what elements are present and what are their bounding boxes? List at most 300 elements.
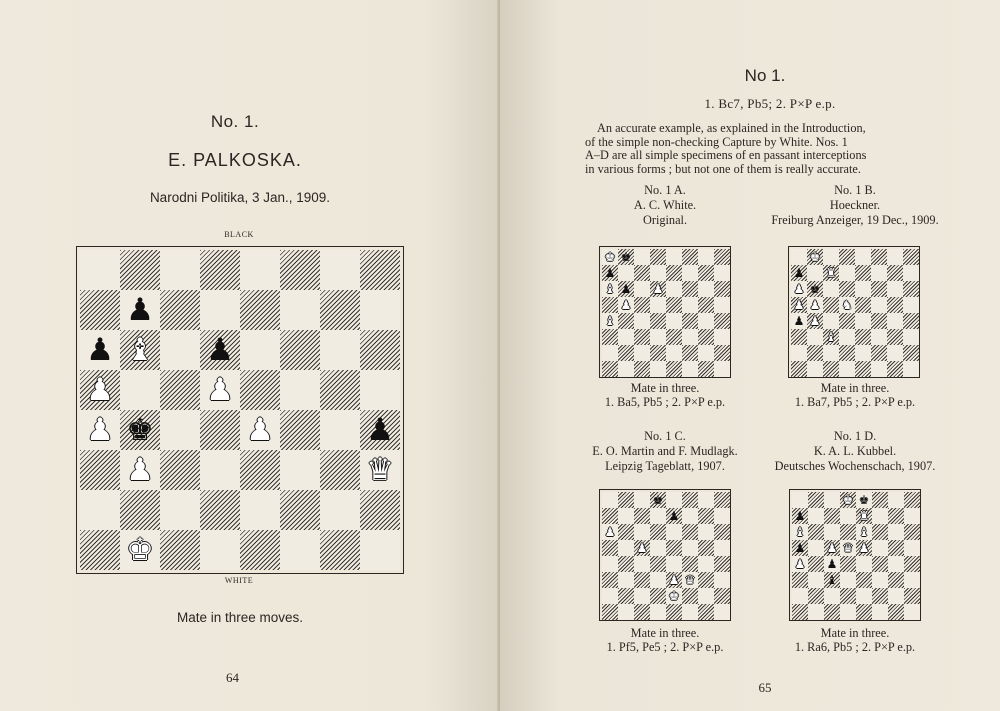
square-b2	[808, 588, 824, 604]
square-f6	[682, 524, 698, 540]
square-d8	[650, 492, 666, 508]
diagram-d-footer	[750, 626, 960, 654]
square-e6	[856, 524, 872, 540]
square-d8	[200, 250, 240, 290]
white-queen-icon: ♛	[684, 573, 696, 587]
square-e5	[855, 297, 871, 313]
square-e2	[666, 345, 682, 361]
square-h6	[714, 524, 730, 540]
square-f2	[871, 345, 887, 361]
square-a6	[791, 281, 807, 297]
black-pawn-icon: ♟	[794, 541, 806, 555]
square-h3	[904, 572, 920, 588]
square-d7	[650, 265, 666, 281]
problem-source: Narodni Politika, 3 Jan., 1909.	[149, 190, 331, 205]
square-a8	[80, 250, 120, 290]
diagram-b-stipulation: Mate in three.	[820, 381, 890, 395]
square-f1	[872, 604, 888, 620]
square-c8	[823, 249, 839, 265]
square-g2	[698, 588, 714, 604]
problem-author: E. PALKOSKA.	[168, 150, 302, 170]
square-e5	[240, 370, 280, 410]
square-f1	[280, 530, 320, 570]
square-a2	[791, 345, 807, 361]
black-pawn-icon: ♟	[826, 557, 838, 571]
square-h3	[903, 329, 919, 345]
diagram-b-source: Freiburg Anzeiger, 19 Dec., 1909.	[771, 213, 939, 227]
square-a7	[791, 265, 807, 281]
square-f5	[872, 540, 888, 556]
square-e6	[666, 281, 682, 297]
square-e5	[666, 297, 682, 313]
square-d4	[839, 313, 855, 329]
white-label: WHITE	[224, 576, 254, 585]
black-bishop-icon: ♝	[826, 573, 838, 587]
square-g5	[698, 540, 714, 556]
square-h7	[903, 265, 919, 281]
black-label: BLACK	[224, 230, 254, 239]
square-e7	[855, 265, 871, 281]
square-d3	[650, 572, 666, 588]
square-b4	[618, 313, 634, 329]
square-b6	[120, 330, 160, 370]
square-b4	[618, 556, 634, 572]
main-chessboard	[80, 250, 400, 570]
square-f5	[682, 540, 698, 556]
square-f5	[280, 370, 320, 410]
square-h6	[360, 330, 400, 370]
square-h5	[360, 370, 400, 410]
square-f8	[871, 249, 887, 265]
square-a1	[602, 604, 618, 620]
white-pawn-icon: ♟	[86, 411, 114, 448]
square-h3	[360, 450, 400, 490]
square-d1	[839, 361, 855, 377]
square-d2	[839, 345, 855, 361]
square-f8	[682, 249, 698, 265]
square-c5	[160, 370, 200, 410]
square-c3	[634, 572, 650, 588]
square-b3	[618, 572, 634, 588]
square-c7	[634, 265, 650, 281]
square-d5	[840, 540, 856, 556]
square-h5	[714, 297, 730, 313]
white-pawn-icon: ♟	[86, 371, 114, 408]
square-c5	[824, 540, 840, 556]
diagram-d-author: K. A. L. Kubbel.	[813, 444, 897, 458]
square-g3	[320, 450, 360, 490]
square-f7	[280, 290, 320, 330]
square-a3	[792, 572, 808, 588]
square-f7	[872, 508, 888, 524]
intro-line: A–D are all simple specimens of en passant interceptions	[585, 148, 867, 162]
square-d8	[650, 249, 666, 265]
square-b7	[618, 508, 634, 524]
square-a3	[602, 572, 618, 588]
square-g7	[888, 508, 904, 524]
square-a8	[602, 492, 618, 508]
square-b5	[808, 540, 824, 556]
square-d3	[840, 572, 856, 588]
square-e7	[240, 290, 280, 330]
square-e4	[240, 410, 280, 450]
square-d2	[200, 490, 240, 530]
square-b8	[807, 249, 823, 265]
square-e2	[666, 588, 682, 604]
square-h1	[714, 361, 730, 377]
square-d6	[200, 330, 240, 370]
square-h5	[903, 297, 919, 313]
square-h7	[360, 290, 400, 330]
square-a4	[602, 556, 618, 572]
white-pawn-icon: ♟	[246, 411, 274, 448]
black-pawn-icon: ♟	[793, 314, 805, 328]
diagram-a-stipulation: Mate in three.	[630, 381, 700, 395]
square-g8	[887, 249, 903, 265]
square-a2	[80, 490, 120, 530]
square-d5	[650, 297, 666, 313]
diagram-d-chessboard	[792, 492, 920, 620]
white-pawn-icon: ♟	[126, 451, 154, 488]
square-a6	[792, 524, 808, 540]
square-e8	[666, 249, 682, 265]
square-h8	[904, 492, 920, 508]
square-a4	[602, 313, 618, 329]
black-pawn-icon: ♟	[86, 331, 114, 368]
square-f2	[872, 588, 888, 604]
square-h8	[714, 249, 730, 265]
square-c4	[160, 410, 200, 450]
square-h4	[714, 313, 730, 329]
square-b5	[618, 297, 634, 313]
square-f3	[280, 450, 320, 490]
white-pawn-icon: ♟	[620, 298, 632, 312]
square-d2	[840, 588, 856, 604]
square-f4	[871, 313, 887, 329]
square-a5	[602, 297, 618, 313]
diagram-a-header	[565, 183, 765, 228]
square-d8	[839, 249, 855, 265]
square-e6	[666, 524, 682, 540]
square-g4	[320, 410, 360, 450]
square-g1	[698, 361, 714, 377]
square-b7	[807, 265, 823, 281]
square-a7	[602, 508, 618, 524]
square-b6	[807, 281, 823, 297]
square-b8	[120, 250, 160, 290]
intro-line: An accurate example, as explained in the Introduction,	[597, 121, 866, 135]
square-g6	[320, 330, 360, 370]
square-f6	[682, 281, 698, 297]
square-g8	[888, 492, 904, 508]
square-e8	[666, 492, 682, 508]
diagram-d-number: No. 1 D.	[833, 429, 877, 443]
square-g6	[887, 281, 903, 297]
square-e1	[855, 361, 871, 377]
square-c2	[634, 345, 650, 361]
square-g6	[698, 524, 714, 540]
square-c5	[634, 540, 650, 556]
white-pawn-icon: ♟	[809, 298, 821, 312]
square-g4	[887, 313, 903, 329]
square-h3	[714, 572, 730, 588]
square-b4	[807, 313, 823, 329]
square-g3	[887, 329, 903, 345]
square-g1	[888, 604, 904, 620]
main-solution: 1. Bc7, Pb5; 2. P×P e.p.	[704, 96, 836, 111]
square-h5	[904, 540, 920, 556]
square-f6	[280, 330, 320, 370]
white-pawn-icon: ♟	[206, 371, 234, 408]
square-g7	[887, 265, 903, 281]
white-pawn-icon: ♟	[809, 314, 821, 328]
white-queen-icon: ♛	[366, 451, 394, 488]
square-c7	[160, 290, 200, 330]
page-number-left: 64	[226, 670, 239, 685]
square-b3	[120, 450, 160, 490]
square-h6	[904, 524, 920, 540]
square-b8	[618, 249, 634, 265]
white-pawn-icon: ♟	[668, 573, 680, 587]
square-e3	[240, 450, 280, 490]
square-e6	[855, 281, 871, 297]
square-b1	[618, 604, 634, 620]
square-c4	[824, 556, 840, 572]
square-a8	[792, 492, 808, 508]
square-e7	[666, 508, 682, 524]
diagram-b-footer	[750, 381, 960, 409]
diagram-a-source: Original.	[642, 213, 688, 227]
square-a5	[792, 540, 808, 556]
diagram-a-footer	[560, 381, 770, 409]
square-h2	[714, 345, 730, 361]
square-a2	[602, 345, 618, 361]
square-d5	[839, 297, 855, 313]
white-bishop-icon: ♝	[858, 525, 870, 539]
square-f8	[872, 492, 888, 508]
diagram-d-stipulation: Mate in three.	[820, 626, 890, 640]
square-h4	[903, 313, 919, 329]
problem-number: No. 1.	[210, 112, 260, 131]
square-d6	[650, 281, 666, 297]
square-e1	[240, 530, 280, 570]
square-h6	[903, 281, 919, 297]
square-d2	[650, 345, 666, 361]
diagram-c-footer	[560, 626, 770, 654]
intro-paragraph	[585, 122, 945, 176]
black-pawn-icon: ♟	[794, 509, 806, 523]
square-b3	[807, 329, 823, 345]
white-rook-icon: ♜	[858, 509, 870, 523]
square-d2	[650, 588, 666, 604]
square-a6	[602, 524, 618, 540]
square-c2	[823, 345, 839, 361]
square-d6	[650, 524, 666, 540]
square-f4	[682, 556, 698, 572]
diagram-b-solution: 1. Ba7, Pb5 ; 2. P×P e.p.	[794, 395, 916, 409]
square-g4	[698, 313, 714, 329]
square-g2	[888, 588, 904, 604]
square-g3	[698, 572, 714, 588]
square-a1	[602, 361, 618, 377]
square-g7	[698, 265, 714, 281]
white-bishop-icon: ♝	[604, 282, 616, 296]
square-a4	[791, 313, 807, 329]
square-h6	[714, 281, 730, 297]
white-pawn-icon: ♟	[636, 541, 648, 555]
white-king-icon: ♚	[668, 589, 680, 603]
square-h5	[714, 540, 730, 556]
diagram-d-header	[755, 429, 955, 474]
square-e4	[855, 313, 871, 329]
diagram-c-source: Leipzig Tageblatt, 1907.	[605, 459, 725, 473]
square-f8	[682, 492, 698, 508]
square-h7	[714, 265, 730, 281]
square-b2	[618, 345, 634, 361]
diagram-b-author: Hoeckner.	[829, 198, 881, 212]
white-bishop-icon: ♝	[794, 525, 806, 539]
square-e3	[856, 572, 872, 588]
square-a1	[792, 604, 808, 620]
square-e6	[240, 330, 280, 370]
square-b8	[618, 492, 634, 508]
square-d6	[839, 281, 855, 297]
square-e8	[240, 250, 280, 290]
square-g7	[698, 508, 714, 524]
square-h1	[903, 361, 919, 377]
square-b6	[618, 281, 634, 297]
diagram-c-author: E. O. Martin and F. Mudlagk.	[592, 444, 738, 458]
square-a7	[602, 265, 618, 281]
square-f3	[872, 572, 888, 588]
square-h2	[714, 588, 730, 604]
square-f2	[682, 345, 698, 361]
black-pawn-icon: ♟	[620, 282, 632, 296]
square-h2	[904, 588, 920, 604]
square-c3	[160, 450, 200, 490]
square-e3	[666, 572, 682, 588]
square-f3	[682, 572, 698, 588]
square-a1	[80, 530, 120, 570]
square-c4	[634, 313, 650, 329]
white-bishop-icon: ♝	[126, 331, 154, 368]
square-f2	[280, 490, 320, 530]
page-number-right: 65	[758, 680, 772, 695]
square-c8	[824, 492, 840, 508]
square-b1	[807, 361, 823, 377]
square-c7	[823, 265, 839, 281]
square-h8	[903, 249, 919, 265]
solution-heading: No 1.	[744, 66, 786, 85]
square-f4	[872, 556, 888, 572]
square-a4	[792, 556, 808, 572]
square-f8	[280, 250, 320, 290]
white-king-icon: ♚	[842, 493, 854, 507]
square-b2	[618, 588, 634, 604]
square-f1	[682, 361, 698, 377]
white-king-icon: ♚	[126, 531, 154, 568]
square-b5	[120, 370, 160, 410]
diagram-c-number: No. 1 C.	[644, 429, 686, 443]
square-d7	[200, 290, 240, 330]
diagram-c-solution: 1. Pf5, Pe5 ; 2. P×P e.p.	[606, 640, 724, 654]
square-a5	[80, 370, 120, 410]
square-d4	[840, 556, 856, 572]
square-g6	[698, 281, 714, 297]
white-pawn-icon: ♟	[793, 298, 805, 312]
square-f6	[871, 281, 887, 297]
square-b5	[807, 297, 823, 313]
square-f7	[871, 265, 887, 281]
square-g6	[888, 524, 904, 540]
square-h1	[714, 604, 730, 620]
square-h7	[904, 508, 920, 524]
white-bishop-icon: ♝	[825, 330, 837, 344]
square-c1	[634, 604, 650, 620]
square-f5	[871, 297, 887, 313]
square-b3	[618, 329, 634, 345]
square-c6	[824, 524, 840, 540]
square-g3	[888, 572, 904, 588]
square-h1	[360, 530, 400, 570]
square-g7	[320, 290, 360, 330]
square-e4	[666, 556, 682, 572]
square-e8	[855, 249, 871, 265]
square-h4	[714, 556, 730, 572]
white-bishop-icon: ♝	[604, 314, 616, 328]
square-c8	[634, 249, 650, 265]
square-c7	[824, 508, 840, 524]
square-g8	[698, 249, 714, 265]
square-c2	[824, 588, 840, 604]
square-d1	[200, 530, 240, 570]
square-f5	[682, 297, 698, 313]
square-g5	[887, 297, 903, 313]
square-d7	[650, 508, 666, 524]
square-b2	[120, 490, 160, 530]
diagram-c-header	[560, 429, 770, 474]
square-b1	[618, 361, 634, 377]
square-h2	[360, 490, 400, 530]
square-e4	[856, 556, 872, 572]
square-d4	[650, 313, 666, 329]
square-c3	[823, 329, 839, 345]
square-b4	[808, 556, 824, 572]
square-e2	[856, 588, 872, 604]
square-b3	[808, 572, 824, 588]
right-page	[500, 0, 1000, 711]
square-c3	[634, 329, 650, 345]
black-king-icon: ♚	[858, 493, 870, 507]
square-g4	[698, 556, 714, 572]
square-e7	[856, 508, 872, 524]
square-c2	[160, 490, 200, 530]
square-c3	[824, 572, 840, 588]
diagram-d-solution: 1. Ra6, Pb5 ; 2. P×P e.p.	[794, 640, 916, 654]
square-d1	[650, 604, 666, 620]
square-f1	[682, 604, 698, 620]
white-pawn-icon: ♟	[793, 282, 805, 296]
square-d6	[840, 524, 856, 540]
square-h2	[903, 345, 919, 361]
square-c6	[634, 281, 650, 297]
square-b8	[808, 492, 824, 508]
square-g3	[698, 329, 714, 345]
square-e5	[856, 540, 872, 556]
square-c5	[634, 297, 650, 313]
square-a8	[791, 249, 807, 265]
square-b6	[618, 524, 634, 540]
